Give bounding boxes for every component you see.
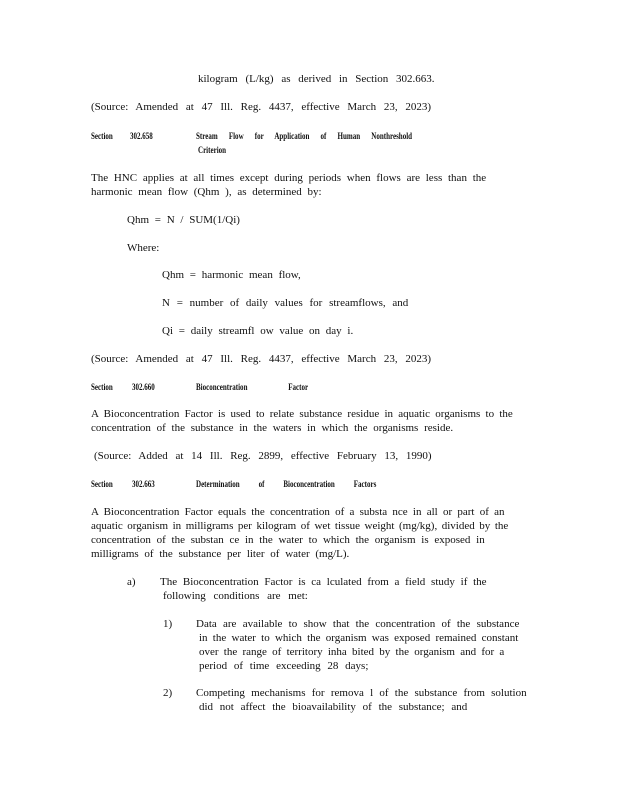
list-item-text: did not affect the bioavailability of the substance; and [199, 701, 468, 713]
section-number: 302.660 [132, 382, 155, 392]
list-item-text: over the range of territory inha bited by the organism and for a [199, 646, 505, 658]
list-marker: 2) [163, 687, 173, 699]
source-note: (Source: Added at 14 Ill. Reg. 2899, effective February 13, 1990) [94, 450, 432, 462]
paragraph-line: milligrams of the substance per liter of water (mg/L). [91, 548, 350, 560]
section-title-continued: Criterion [198, 145, 227, 155]
paragraph-line: concentration of the substance in the waters in which the organisms reside. [91, 422, 454, 434]
paragraph-line: A Bioconcentration Factor equals the concentration of a substa nce in all or part of an [91, 506, 505, 518]
list-item-text: period of time exceeding 28 days; [199, 660, 369, 672]
section-title: Stream Flow for Application of Human Nonthreshold [196, 131, 413, 141]
section-label: Section [91, 131, 113, 141]
section-number: 302.663 [132, 479, 155, 489]
paragraph-line: concentration of the substan ce in the water to which the organism is exposed in [91, 534, 485, 546]
list-item-text: Competing mechanisms for remova l of the substance from solution [196, 687, 527, 699]
list-marker: 1) [163, 618, 173, 630]
section-number: 302.658 [130, 131, 153, 141]
list-item-text: Data are available to show that the concentration of the substance [196, 618, 520, 630]
paragraph-line: A Bioconcentration Factor is used to relate substance residue in aquatic organisms to the [91, 408, 513, 420]
paragraph-line: aquatic organism in milligrams per kilogram of wet tissue weight (mg/kg), divided by the [91, 520, 509, 532]
section-title: Bioconcentration Factor [196, 382, 309, 392]
list-item-text: The Bioconcentration Factor is ca lculated from a field study if the [160, 576, 487, 588]
source-note: (Source: Amended at 47 Ill. Reg. 4437, effective March 23, 2023) [91, 101, 431, 113]
formula: Qhm = N / SUM(1/Qi) [127, 214, 240, 226]
section-title: Determination of Bioconcentration Factors [196, 479, 377, 489]
section-label: Section [91, 382, 113, 392]
section-label: Section [91, 479, 113, 489]
where-label: Where: [127, 242, 160, 254]
list-item-text: following conditions are met: [163, 590, 308, 602]
continued-line: kilogram (L/kg) as derived in Section 302.663. [198, 73, 435, 85]
list-item-text: in the water to which the organism was exposed remained constant [199, 632, 519, 644]
definition-qhm: Qhm = harmonic mean flow, [162, 269, 301, 281]
list-marker: a) [127, 576, 136, 588]
paragraph-line: The HNC applies at all times except during periods when flows are less than the [91, 172, 487, 184]
definition-n: N = number of daily values for streamflows, and [162, 297, 409, 309]
definition-qi: Qi = daily streamfl ow value on day i. [162, 325, 354, 337]
source-note: (Source: Amended at 47 Ill. Reg. 4437, effective March 23, 2023) [91, 353, 431, 365]
paragraph-line: harmonic mean flow (Qhm ), as determined by: [91, 186, 322, 198]
